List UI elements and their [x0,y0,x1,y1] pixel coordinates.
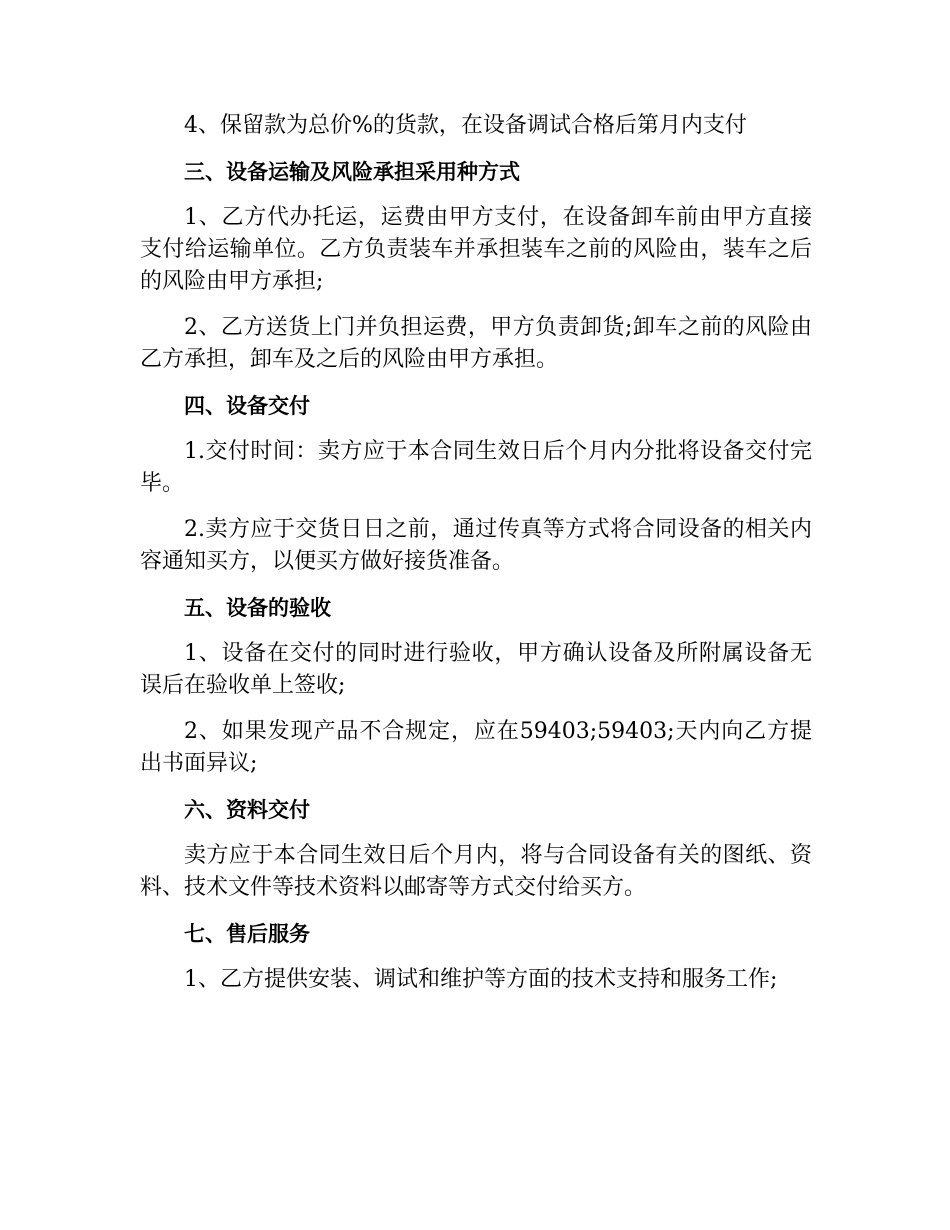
paragraph-documents: 卖方应于本合同生效日后个月内，将与合同设备有关的图纸、资料、技术文件等技术资料以邮寄等方式交付给买方。 [140,843,812,900]
paragraph-after-sales-1: 1、乙方提供安装、调试和维护等方面的技术支持和服务工作; [184,967,778,992]
paragraph-delivery-notice: 2.卖方应于交货日日之前，通过传真等方式将合同设备的相关内容通知买方，以便买方做好接货准备。 [140,517,812,574]
section-heading-documents: 六、资料交付 [184,798,310,822]
section-heading-transport-risk: 三、设备运输及风险承担采用种方式 [184,160,520,184]
paragraph-acceptance-1: 1、设备在交付的同时进行验收，甲方确认设备及所附属设备无误后在验收单上签收; [140,641,812,698]
section-heading-acceptance: 五、设备的验收 [184,596,331,620]
document-page [140,110,812,1010]
paragraph-acceptance-2: 2、如果发现产品不合规定，应在59403;59403;天内向乙方提出书面异议; [140,719,812,776]
paragraph-transport-option-2: 2、乙方送货上门并负担运费，甲方负责卸货;卸车之前的风险由乙方承担，卸车及之后的风险由甲方承担。 [140,315,812,372]
section-heading-after-sales: 七、售后服务 [184,922,310,946]
section-heading-delivery: 四、设备交付 [184,394,310,418]
paragraph-delivery-time: 1.交付时间：卖方应于本合同生效日后个月内分批将设备交付完毕。 [140,439,812,496]
paragraph-payment-retention: 4、保留款为总价%的货款，在设备调试合格后第月内支付 [184,113,747,138]
paragraph-transport-option-1: 1、乙方代办托运，运费由甲方支付，在设备卸车前由甲方直接支付给运输单位。乙方负责装车并承担装车之前的风险由，装车之后的风险由甲方承担; [140,205,812,294]
